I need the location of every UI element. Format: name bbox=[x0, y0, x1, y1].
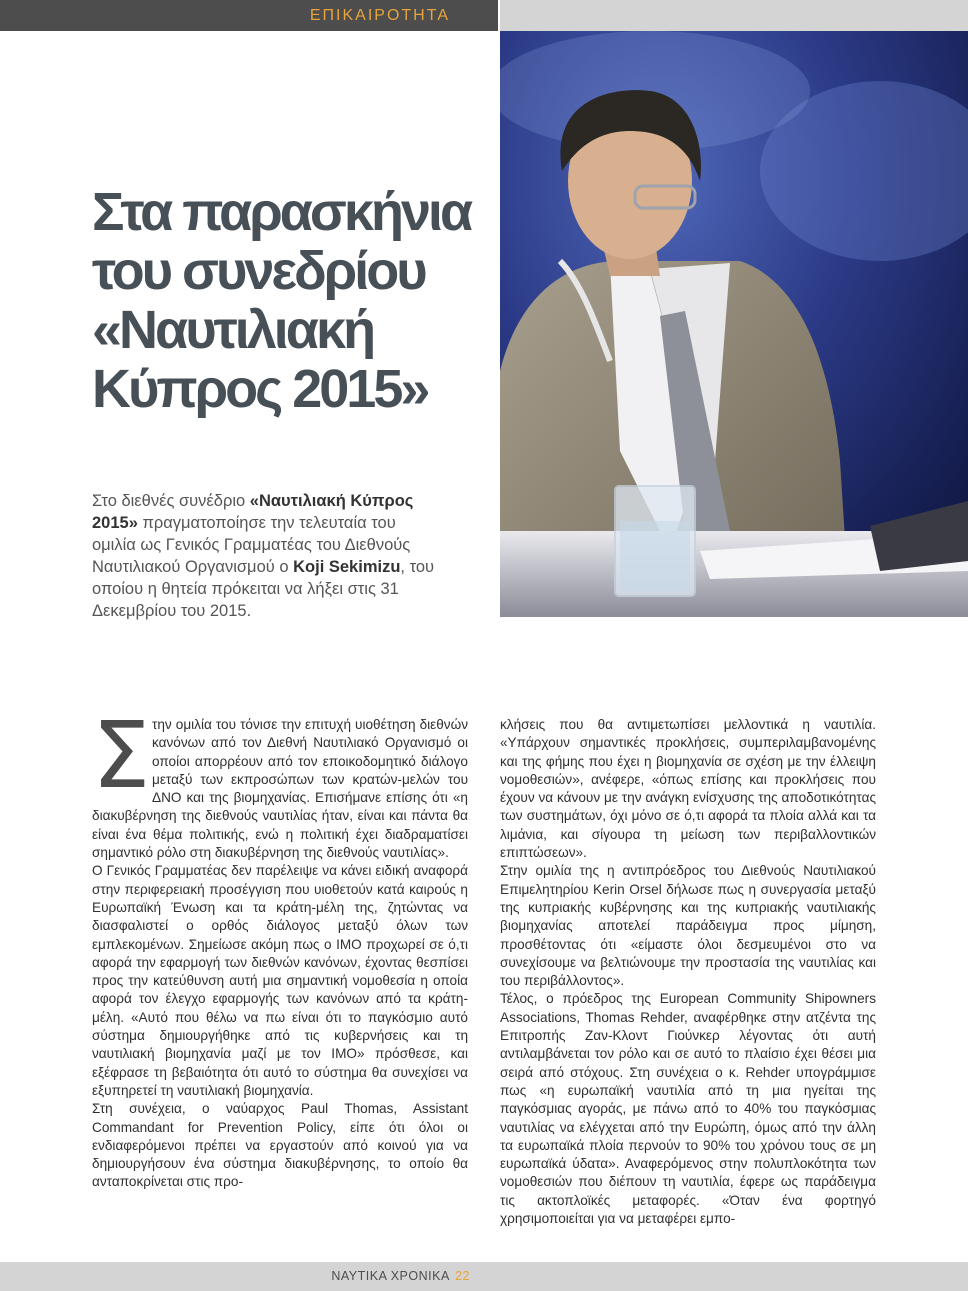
title-line: «Ναυτιλιακή bbox=[92, 300, 374, 360]
paragraph: Στη συνέχεια, ο ναύαρχος Paul Thomas, Assistant Commandant for Prevention Policy, είπε ότι όλοι οι ενδιαφερόμενοι πρέπει να εργαστούν από κοινού για να δημιουργήσουν ένα σύστημα διακυβέρνησης, το οποίο θα ανταποκρίνεται στις προ- bbox=[92, 1101, 468, 1190]
article-column-left bbox=[92, 702, 468, 1192]
footer-label bbox=[331, 1269, 470, 1283]
article-column-right bbox=[500, 716, 876, 1228]
title-line: του συνεδρίου bbox=[92, 241, 425, 301]
header-bar bbox=[0, 0, 498, 31]
paragraph: την ομιλία του τόνισε την επιτυχή υιοθέτηση διεθνών κανόνων από τον Διεθνή Ναυτιλιακό Οργανισμό οι οποίοι απορρέουν από τον εποικοδομητικό διάλογο μεταξύ των εκπροσώπων των κρατών-μελών του ΔΝΟ και της βιομηχανίας. Επισήμανε επίσης ότι «η διακυβέρνηση της διεθνούς ναυτιλίας ήταν, είναι και πάντα θα είναι ένα θέμα πολιτικής, ενώ η πολιτική έχει διαδραματίσει σημαντικό ρόλο στη διακυβέρνηση της διεθνούς ναυτιλίας». bbox=[92, 717, 468, 861]
paragraph: Ο Γενικός Γραμματέας δεν παρέλειψε να κάνει ειδική αναφορά στην περιφερειακή προσέγγιση που υιοθετούν κατά καιρούς η Ευρωπαϊκή Ένωση και τα κράτη-μέλη της, ζητώντας να διασφαλιστεί ο ορθός διάλογος μεταξύ όλων των εμπλεκομένων. Σημείωσε ακόμη πως ο IMO προχωρεί σε ό,τι αφορά την εφαρμογή των διεθνών κανόνων, έχοντας θεσπίσει προς την κατεύθυνση αυτή μια σημαντική νομοθεσία η οποία αφορά τον έλεγχο εφαρμογής των κανόνων από τα κράτη-μέλη. «Αυτό που θέλω να πω είναι ότι το παγκόσμιο αυτό σύστημα δημιουργήθηκε από τις κυβερνήσεις και τη ναυτιλιακή βιομηχανία μαζί με τον IMO» πρόσθεσε, και εξέφρασε τη βεβαιότητα ότι αυτό το σύστημα θα συνεχίσει να εξυπηρετεί τη ναυτιλιακή βιομηχανία. bbox=[92, 863, 468, 1098]
paragraph: Τέλος, ο πρόεδρος της European Community Shipowners Associations, Thomas Rehder, αναφέρθηκε στην ατζέντα της Επιτροπής Ζαν-Κλοντ Γιούνκερ λέγοντας ότι αυτή αντιλαμβάνεται τον ρόλο και σε αυτό το πλαίσιο έχει θέσει μια σειρά από στόχους. Στη συνέχεια ο κ. Rehder υπογράμμισε πως «η ευρωπαϊκή ναυτιλία από τη μια ηγείται της παγκόσμιας αγοράς, με πάνω από το 40% του παγκόσμιας ναυτιλίας να ελέγχεται από την Ευρώπη, όμως από την άλλη τα ευρωπαϊκά πλοία περνούν το 90% του χρόνου τους σε μη ευρωπαϊκά ύδατα». Αναφερόμενος στην πολυπλοκότητα των νομοθεσιών που διέπουν τη ναυτιλία, έφερε ως παράδειγμα τις ακτοπλοϊκές μεταφορές. «Όταν ένα φορτηγό χρησιμοποιείται για να μεταφέρει εμπο- bbox=[500, 991, 876, 1227]
page-number: 22 bbox=[455, 1269, 470, 1283]
title-line: Κύπρος 2015» bbox=[92, 359, 428, 419]
paragraph: Στην ομιλία της η αντιπρόεδρος του Διεθνούς Ναυτιλιακού Επιμελητηρίου Kerin Orsel δήλωσε πως η συνεργασία μεταξύ της κυπριακής κυβέρνησης και της κυπριακής ναυτιλιακής βιομηχανίας αποτελεί παράδειγμα προς μίμηση, προσθέτοντας ότι «είμαστε όλοι δεσμευμένοι στο να συνεχίσουμε να βελτιώνουμε την προστασία της ναυτιλίας και του περιβάλλοντος». bbox=[500, 863, 876, 989]
article-title bbox=[92, 183, 492, 419]
paragraph: κλήσεις που θα αντιμετωπίσει μελλοντικά η ναυτιλία. «Υπάρχουν σημαντικές προκλήσεις, συμπεριλαμβανομένης και της φήμης που έχει η βιομηχανία σε σχέση με την έλλειψη νομοθεσιών», ανέφερε, «όπως επίσης και προκλήσεις που έχουν να κάνουν με την ανάγκη ενίσχυσης της αποδοτικότητας των συστημάτων, όχι μόνο σε ό,τι αφορά τα πλοία αλλά και τα λιμάνια, και σίγουρα τη μείωση των περιβαλλοντικών επιπτώσεων». bbox=[500, 717, 876, 861]
article-lead: Στο διεθνές συνέδριο «Ναυτιλιακή Κύπρος 2015» πραγματοποίησε την τελευταία του ομιλία ως Γενικός Γραμματέας του Διεθνούς Ναυτιλιακού Οργανισμού ο Koji Sekimizu, του οποίου η θητεία πρόκειται να λήξει στις 31 Δεκεμβρίου του 2015. bbox=[92, 492, 435, 620]
title-line: Στα παρασκήνια bbox=[92, 182, 471, 242]
conference-name: «Ναυτιλιακή Κύπρος 2015» bbox=[92, 492, 414, 532]
speaker-photo bbox=[500, 31, 968, 617]
section-label: ΕΠΙΚΑΙΡΟΤΗΤΑ bbox=[309, 7, 450, 24]
footer-bar bbox=[0, 1262, 968, 1291]
header-bar-right bbox=[500, 0, 968, 31]
drop-cap: Σ bbox=[92, 702, 151, 809]
person-name: Koji Sekimizu bbox=[293, 558, 401, 576]
speaker-photo-illustration bbox=[500, 31, 968, 617]
magazine-name: ΝΑΥΤΙΚΑ ΧΡΟΝΙΚΑ bbox=[331, 1269, 450, 1283]
